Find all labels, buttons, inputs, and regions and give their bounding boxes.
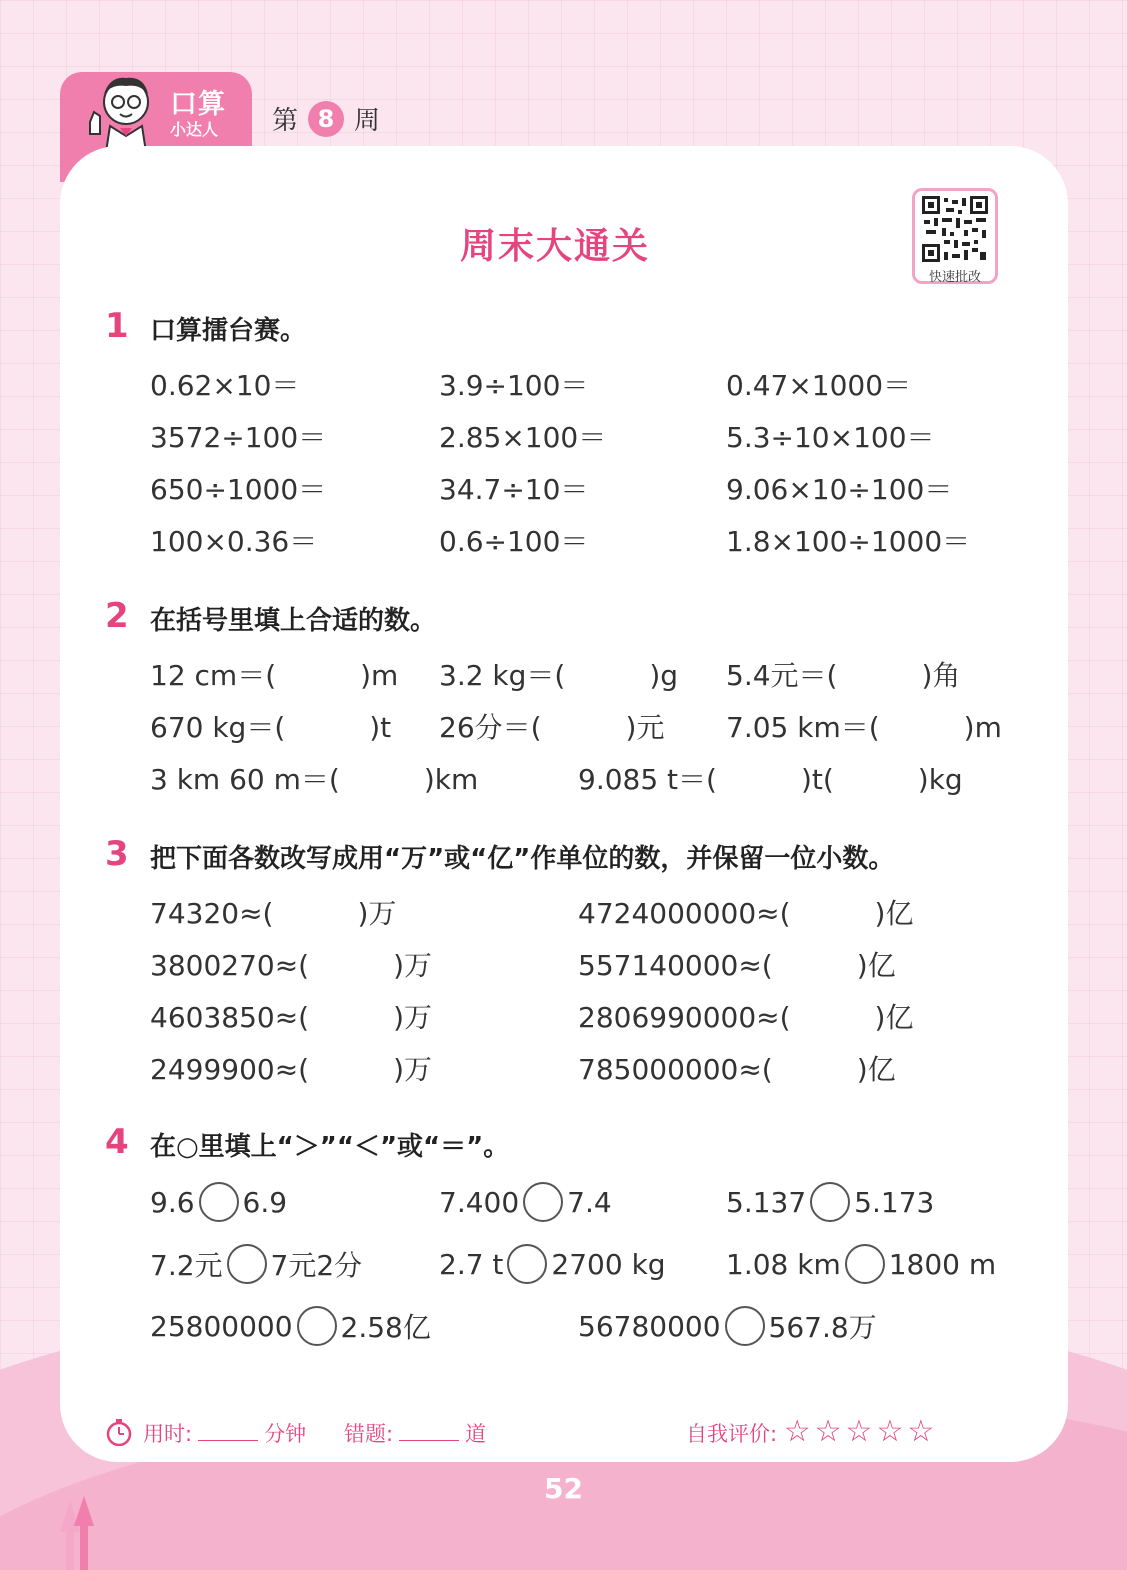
compare-right: 2.58亿 xyxy=(340,1311,431,1344)
tab-subtitle: 小达人 xyxy=(170,120,219,139)
problem-2-8: 9.085 t＝( )t( )kg xyxy=(578,763,963,796)
compare-left: 5.137 xyxy=(726,1185,807,1219)
answer-circle[interactable] xyxy=(725,1306,765,1346)
errors-unit: 道 xyxy=(465,1422,487,1446)
section-3-title: 把下面各数改写成用“万”或“亿”作单位的数，并保留一位小数。 xyxy=(150,844,895,874)
section-4-title: 在○里填上“＞”“＜”或“＝”。 xyxy=(150,1132,510,1162)
alarm-clock-icon xyxy=(308,101,344,137)
section-2-number: 2 xyxy=(105,596,129,636)
compare-left: 7.2元 xyxy=(150,1249,223,1282)
footer-errors xyxy=(344,1418,486,1448)
compare-4-8 xyxy=(578,1306,877,1346)
problem-1-2: 3.9÷100＝ xyxy=(439,369,589,402)
week-suffix: 周 xyxy=(354,106,381,136)
compare-right: 7元2分 xyxy=(270,1249,363,1282)
answer-circle[interactable] xyxy=(199,1182,239,1222)
compare-4-7 xyxy=(150,1306,431,1346)
compare-4-3 xyxy=(726,1182,934,1222)
section-2-title: 在括号里填上合适的数。 xyxy=(150,606,437,636)
problem-2-5: 26分＝( )元 xyxy=(439,711,665,744)
compare-left: 2.7 t xyxy=(439,1247,504,1281)
compare-right: 2700 kg xyxy=(551,1247,666,1281)
compare-right: 6.9 xyxy=(242,1185,288,1219)
problem-3-2: 4724000000≈( )亿 xyxy=(578,897,914,930)
time-label: 用时: xyxy=(143,1422,193,1446)
problem-1-7: 650÷1000＝ xyxy=(150,473,327,506)
problem-2-2: 3.2 kg＝( )g xyxy=(439,659,679,692)
footer-time xyxy=(143,1418,306,1448)
problem-1-8: 34.7÷10＝ xyxy=(439,473,589,506)
answer-circle[interactable] xyxy=(297,1306,337,1346)
problem-1-1: 0.62×10＝ xyxy=(150,369,300,402)
answer-circle[interactable] xyxy=(523,1182,563,1222)
section-4-number: 4 xyxy=(105,1122,129,1162)
problem-3-7: 2499900≈( )万 xyxy=(150,1053,433,1086)
errors-blank[interactable] xyxy=(399,1423,459,1441)
time-blank[interactable] xyxy=(198,1423,258,1441)
errors-label: 错题: xyxy=(344,1422,394,1446)
problem-2-6: 7.05 km＝( )m xyxy=(726,711,1002,744)
answer-circle[interactable] xyxy=(810,1182,850,1222)
compare-left: 9.6 xyxy=(150,1185,195,1219)
problem-2-4: 670 kg＝( )t xyxy=(150,711,392,744)
compare-right: 567.8万 xyxy=(768,1311,877,1344)
section-3-number: 3 xyxy=(105,834,129,874)
compare-left: 7.400 xyxy=(439,1185,520,1219)
problem-1-12: 1.8×100÷1000＝ xyxy=(726,525,971,558)
compare-4-6 xyxy=(726,1244,996,1284)
tab-title: 口算 xyxy=(170,89,226,120)
problem-1-10: 100×0.36＝ xyxy=(150,525,318,558)
problem-1-11: 0.6÷100＝ xyxy=(439,525,589,558)
compare-left: 56780000 xyxy=(578,1309,721,1343)
problem-2-1: 12 cm＝( )m xyxy=(150,659,399,692)
problem-3-4: 557140000≈( )亿 xyxy=(578,949,896,982)
mascot-icon xyxy=(80,72,164,152)
problem-1-3: 0.47×1000＝ xyxy=(726,369,912,402)
problem-2-7: 3 km 60 m＝( )km xyxy=(150,763,479,796)
problem-1-9: 9.06×10÷100＝ xyxy=(726,473,953,506)
star-icon[interactable]: ☆☆☆☆☆ xyxy=(783,1414,939,1449)
page-title: 周末大通关 xyxy=(459,226,650,267)
section-1-title: 口算擂台赛。 xyxy=(150,316,307,346)
qr-code[interactable] xyxy=(912,188,998,284)
arrow-decoration-icon xyxy=(56,1492,98,1570)
footer-rating xyxy=(686,1414,938,1449)
problem-3-1: 74320≈( )万 xyxy=(150,897,397,930)
compare-4-1 xyxy=(150,1182,287,1222)
compare-4-5 xyxy=(439,1244,666,1284)
week-prefix: 第 xyxy=(272,106,299,136)
problem-3-5: 4603850≈( )万 xyxy=(150,1001,433,1034)
compare-4-2 xyxy=(439,1182,612,1222)
rating-label: 自我评价: xyxy=(686,1422,778,1446)
page-number: 52 xyxy=(544,1472,583,1505)
compare-right: 1800 m xyxy=(888,1247,997,1281)
week-number: 8 xyxy=(317,104,335,133)
compare-left: 25800000 xyxy=(150,1309,293,1343)
compare-right: 5.173 xyxy=(854,1185,935,1219)
qr-label: 快速批改 xyxy=(928,270,981,285)
problem-3-8: 785000000≈( )亿 xyxy=(578,1053,896,1086)
answer-circle[interactable] xyxy=(227,1244,267,1284)
week-label xyxy=(272,100,380,137)
problem-1-4: 3572÷100＝ xyxy=(150,421,327,454)
qr-code-icon xyxy=(922,196,988,262)
problem-1-5: 2.85×100＝ xyxy=(439,421,607,454)
problem-3-6: 2806990000≈( )亿 xyxy=(578,1001,914,1034)
answer-circle[interactable] xyxy=(845,1244,885,1284)
problem-3-3: 3800270≈( )万 xyxy=(150,949,433,982)
problem-1-6: 5.3÷10×100＝ xyxy=(726,421,935,454)
section-1-number: 1 xyxy=(105,306,129,346)
answer-circle[interactable] xyxy=(507,1244,547,1284)
time-unit: 分钟 xyxy=(264,1422,307,1446)
stopwatch-icon xyxy=(106,1418,132,1446)
compare-right: 7.4 xyxy=(567,1185,612,1219)
compare-left: 1.08 km xyxy=(726,1247,841,1281)
compare-4-4 xyxy=(150,1244,362,1284)
problem-2-3: 5.4元＝( )角 xyxy=(726,659,961,692)
